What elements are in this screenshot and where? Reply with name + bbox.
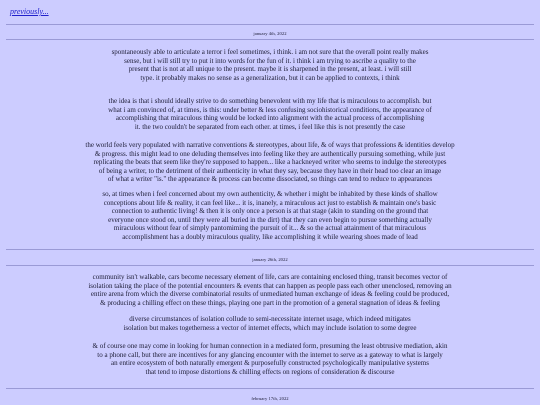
entry-date: january 26th, 2022 [252, 257, 288, 262]
top-nav [10, 8, 49, 17]
entry-paragraph: the idea is that i should ideally strive to do something benevolent with my life that is miraculous to accomplish. but what i am convinced of, at times, is this: under better & less confusing sociohistorical conditions, the appearance of accomplishing that miraculous thing would be locked into alignment with the actual process of accomplishing it. the two couldn't be separated from each other. at times, i feel like this is not presently the case [108, 97, 432, 131]
entry-paragraph: the world feels very populated with narrative conventions & stereotypes, about life, & of ways that professions & identities develop & progress. this might lead to one deluding themselves into feeling like they are authentically pursuing something, while just replicating the beats that seem like they're supposed to happen... like a hackneyed writer who seems to indulge the stereotypes of being a writer, to the detriment of their authenticity in what they say, because they have in their head too clear an image of what a writer "is." the appearance & process can become dissociated, so things can tend to reduce to appearances [85, 141, 455, 184]
entry-paragraph: & of course one may come in looking for human connection in a mediated form, presuming the least obtrusive mediation, akin to a phone call, but there are incentives for any glancing encounter with the internet to serve as a gateway to what is largely an entire ecosystem of both naturally emergent & purposefully constructed psychologically manipulative systems that tend to impose distortions & chilling effects on regions of consideration & discourse [92, 342, 448, 376]
divider [6, 265, 534, 266]
entry-paragraph: diverse circumstances of isolation collude to semi-necessitate internet usage, which indeed mitigates isolation but makes togetherness a vector of internet effects, which may include isolation to some degree [123, 315, 417, 332]
entry-paragraph: so, at times when i feel concerned about my own authenticity, & whether i might be inhabited by these kinds of shallow conceptions about life & reality, it can feel like... it is, inanely, a miraculous act just to establish & maintain one's basic connection to authentic living! & then it is only once a person is at that stage (akin to standing on the ground that everyone once stood on, until they were all buried in the dirt) that they can even begin to pursue something actually miraculous without fear of simply pantomiming the pursuit of it... & so the actual attainment of that miraculous accomplishment has a doubly miraculous quality, like accomplishing it while wearing shoes made of lead [102, 190, 438, 241]
previously-link[interactable]: previously... [10, 7, 49, 16]
divider [6, 24, 534, 25]
divider [6, 39, 534, 40]
entry-paragraph: community isn't walkable, cars become necessary element of life, cars are containing enclosed thing, transit becomes vector of isolation taking the place of the potential encounters & events that can happen as people pass each other unenclosed, removing an entire arena from which the diverse combinatorial results of unmediated human exchange of ideas & feeling could be produced, & producing a chilling effect on these things, playing one part in the promotion of a general stagnation of ideas & feeling [88, 273, 452, 307]
divider [6, 388, 534, 389]
entry-date: january 4th, 2022 [253, 31, 287, 36]
entry-paragraph: spontaneously able to articulate a terror i feel sometimes, i think. i am not sure that the overall point really makes sense, but i will still try to put it into words for the fun of it. i think i am trying to ascribe a quality to the present that is not at all unique to the present. maybe it is sharpened in the present, at least. i will still type. it probably makes no sense as a generalization, but it can be applied to contexts, i think [111, 48, 429, 82]
entry-date: february 17th, 2022 [251, 396, 289, 401]
divider [6, 249, 534, 250]
